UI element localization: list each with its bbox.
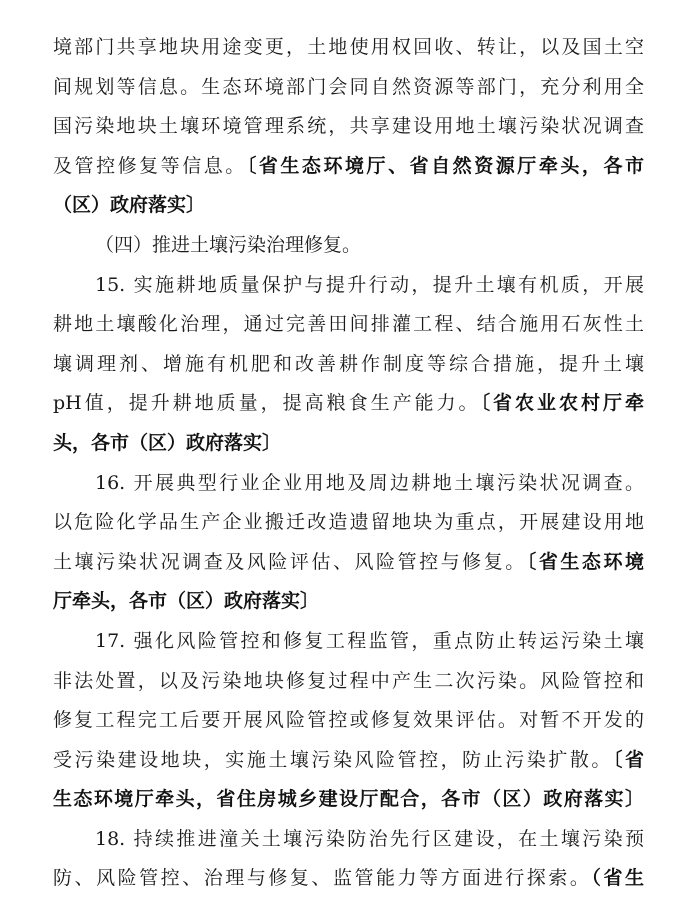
text-line [53, 582, 644, 622]
responsibility-note: 〔省生态环境厅、省自然资源厅牵头，各市 [246, 154, 644, 177]
body-text: 15. 实施耕地质量保护与提升行动，提升土壤有机质，开展 [95, 273, 644, 296]
text-line [53, 820, 644, 860]
responsibility-note: （省生 [591, 867, 644, 890]
text-line [53, 305, 644, 345]
text-line [53, 186, 644, 226]
text-line [53, 68, 644, 108]
body-text: 防、风险管控、治理与修复、监管能力等方面进行探索。 [53, 867, 592, 890]
text-line [53, 543, 644, 583]
text-line [53, 384, 644, 424]
text-line [53, 345, 644, 385]
text-line [53, 662, 644, 702]
document-body [53, 28, 644, 899]
body-text: 国污染地块土壤环境管理系统，共享建设用地土壤污染状况调查 [53, 115, 644, 138]
body-text: 受污染建设地块，实施土壤污染风险管控，防止污染扩散。 [53, 748, 613, 771]
text-line [53, 266, 644, 306]
responsibility-note: （区）政府落实〕 [53, 194, 206, 217]
body-text: （四）推进土壤污染治理修复。 [95, 233, 362, 256]
text-line [53, 226, 644, 266]
body-text: 修复工程完工后要开展风险管控或修复效果评估。对暂不开发的 [53, 709, 644, 732]
text-line [53, 741, 644, 781]
text-line [53, 503, 644, 543]
text-line [53, 780, 644, 820]
text-line [53, 28, 644, 68]
body-text: 壤调理剂、增施有机肥和改善耕作制度等综合措施，提升土壤 [53, 352, 644, 375]
body-text: 以危险化学品生产企业搬迁改造遗留地块为重点，开展建设用地 [53, 511, 644, 534]
body-text: 17. 强化风险管控和修复工程监管，重点防止转运污染土壤 [95, 629, 644, 652]
responsibility-note: 生态环境厅牵头，省住房城乡建设厅配合，各市（区）政府落实〕 [53, 788, 644, 811]
text-line [53, 424, 644, 464]
text-line [53, 859, 644, 899]
responsibility-note: 〔省农业农村厅牵 [480, 392, 644, 415]
text-line [53, 622, 644, 662]
body-text: 非法处置，以及污染地块修复过程中产生二次污染。风险管控和 [53, 669, 644, 692]
body-text: pH值，提升耕地质量，提高粮食生产能力。 [53, 392, 481, 415]
responsibility-note: 厅牵头，各市（区）政府落实〕 [53, 590, 320, 613]
body-text: 境部门共享地块用途变更，土地使用权回收、转让，以及国土空 [53, 36, 644, 58]
body-text: 间规划等信息。生态环境部门会同自然资源等部门，充分利用全 [53, 75, 644, 98]
body-text: 及管控修复等信息。 [53, 154, 247, 177]
body-text: 16. 开展典型行业企业用地及周边耕地土壤污染状况调查。 [95, 471, 644, 494]
responsibility-note: 〔省 [612, 748, 644, 771]
text-line [53, 147, 644, 187]
body-text: 18. 持续推进潼关土壤污染防治先行区建设，在土壤污染预 [95, 827, 644, 850]
body-text: 耕地土壤酸化治理，通过完善田间排灌工程、结合施用石灰性土 [53, 313, 644, 336]
responsibility-note: 头，各市（区）政府落实〕 [53, 431, 282, 454]
body-text: 土壤污染状况调查及风险评估、风险管控与修复。 [53, 550, 527, 573]
text-line [53, 464, 644, 504]
responsibility-note: 〔省生态环境 [526, 550, 644, 573]
text-line [53, 701, 644, 741]
text-line [53, 107, 644, 147]
